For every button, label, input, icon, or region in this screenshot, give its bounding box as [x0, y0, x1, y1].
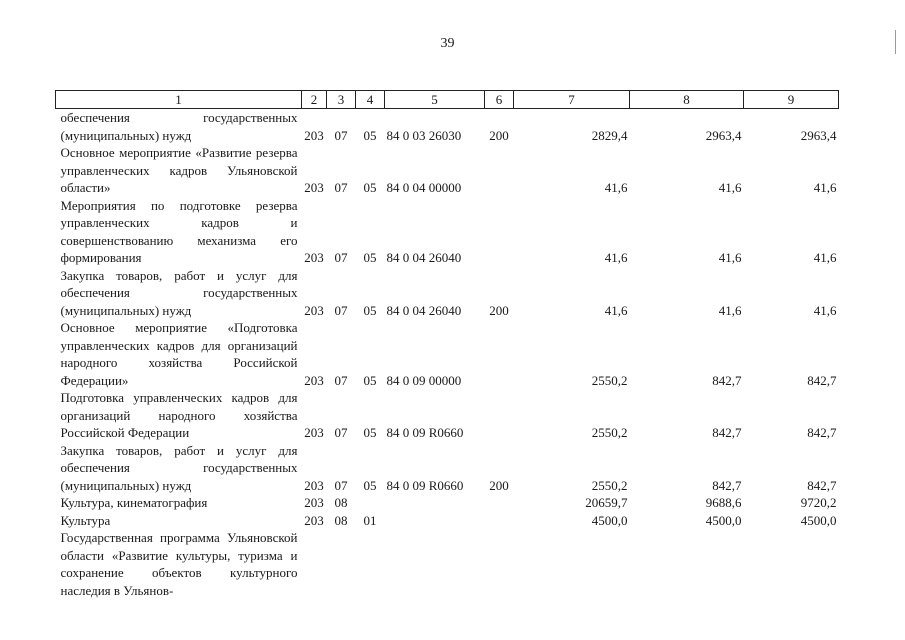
column-header: 7	[514, 91, 630, 109]
row-target-article-cell: 84 0 09 R0660	[386, 425, 464, 440]
row-amount-cell: 9720,2	[800, 495, 837, 510]
row-section-cell	[327, 529, 356, 599]
row-target-article-cell: 84 0 09 00000	[386, 372, 462, 388]
row-expense-type-cell	[485, 529, 514, 599]
table-row	[56, 197, 839, 267]
column-header: 9	[744, 91, 839, 109]
table-row	[56, 319, 839, 389]
column-header: 2	[302, 91, 327, 109]
row-subsection-cell: 05	[363, 425, 377, 440]
row-name-cell: Подготовка управленческих кадров для организаций народного хозяйства Российской Федерации	[60, 390, 298, 440]
row-target-article-cell: 84 0 03 26030	[386, 127, 462, 143]
row-amount-cell: 41,6	[604, 180, 628, 195]
row-code-cell: 203	[304, 250, 324, 265]
table-row	[56, 144, 839, 197]
scan-edge-mark	[895, 30, 896, 54]
row-amount-cell: 2963,4	[800, 127, 837, 143]
row-code-cell	[302, 529, 327, 599]
row-code-cell: 203	[304, 372, 324, 388]
column-header: 8	[630, 91, 744, 109]
row-amount-cell: 842,7	[712, 372, 742, 388]
row-expense-type-cell	[485, 494, 514, 512]
page-number: 39	[440, 36, 455, 51]
row-amount-cell: 41,6	[604, 250, 628, 265]
row-amount-cell: 41,6	[813, 180, 837, 195]
row-expense-type-cell: 200	[489, 127, 509, 143]
row-amount-cell: 41,6	[813, 250, 837, 265]
row-amount-cell: 2963,4	[705, 127, 742, 143]
row-code-cell: 203	[304, 512, 324, 528]
row-name-cell: Культура, кинематография	[60, 495, 208, 510]
row-amount-cell: 842,7	[712, 477, 742, 493]
row-expense-type-cell	[485, 389, 514, 442]
row-amount-cell: 41,6	[718, 250, 742, 265]
row-section-cell: 07	[334, 425, 348, 440]
row-amount-cell: 20659,7	[585, 495, 628, 510]
row-amount-cell: 842,7	[807, 477, 837, 493]
row-name-cell: Культура	[60, 512, 111, 528]
column-header: 3	[327, 91, 356, 109]
row-amount-cell: 41,6	[718, 302, 742, 318]
row-section-cell: 07	[334, 250, 348, 265]
row-code-cell: 203	[304, 477, 324, 493]
row-subsection-cell: 01	[363, 512, 377, 528]
row-amount-cell: 4500,0	[705, 512, 742, 528]
row-amount-cell: 2550,2	[591, 477, 628, 493]
table-row	[56, 529, 839, 599]
row-target-article-cell: 84 0 04 26040	[386, 250, 462, 265]
row-name-cell: Основное мероприятие «Подготовка управленческих кадров для организаций народного хозяйства Российской Федерации»	[60, 320, 298, 388]
row-amount-cell: 2550,2	[591, 372, 628, 388]
row-amount-cell: 842,7	[807, 425, 837, 440]
row-subsection-cell: 05	[363, 302, 377, 318]
row-section-cell: 07	[334, 477, 348, 493]
table-row	[56, 494, 839, 512]
table-header-row	[56, 91, 839, 109]
row-amount-cell: 842,7	[807, 372, 837, 388]
table-row	[56, 442, 839, 495]
row-target-article-cell	[385, 512, 485, 530]
row-target-article-cell: 84 0 04 26040	[386, 302, 462, 318]
table-row	[56, 267, 839, 320]
row-subsection-cell: 05	[363, 180, 377, 195]
row-expense-type-cell	[485, 144, 514, 197]
row-amount-cell: 842,7	[712, 425, 742, 440]
row-expense-type-cell	[485, 512, 514, 530]
row-section-cell: 07	[334, 180, 348, 195]
row-code-cell: 203	[304, 180, 324, 195]
row-section-cell: 08	[334, 495, 348, 510]
row-section-cell: 07	[334, 372, 348, 388]
column-header: 4	[356, 91, 385, 109]
row-target-article-cell: 84 0 09 R0660	[386, 477, 464, 493]
row-name-cell: Мероприятия по подготовке резерва управленческих кадров и совершенствованию механизма его формирования	[60, 197, 298, 265]
row-code-cell: 203	[304, 495, 324, 510]
column-header: 5	[385, 91, 485, 109]
row-amount-cell: 9688,6	[705, 495, 742, 510]
row-amount-cell: 4500,0	[800, 512, 837, 528]
row-amount-cell: 41,6	[718, 180, 742, 195]
table-row	[56, 389, 839, 442]
row-target-article-cell	[385, 529, 485, 599]
row-target-article-cell: 84 0 04 00000	[386, 180, 462, 195]
row-section-cell: 07	[334, 302, 348, 318]
row-subsection-cell: 05	[363, 372, 377, 388]
table-row	[56, 512, 839, 530]
row-subsection-cell: 05	[363, 127, 377, 143]
row-amount-cell: 4500,0	[591, 512, 628, 528]
row-expense-type-cell: 200	[489, 302, 509, 318]
row-code-cell: 203	[304, 425, 324, 440]
row-code-cell: 203	[304, 127, 324, 143]
row-subsection-cell: 05	[363, 477, 377, 493]
column-header: 6	[485, 91, 514, 109]
row-section-cell: 08	[334, 512, 348, 528]
row-expense-type-cell: 200	[489, 477, 509, 493]
row-name-cell: Закупка товаров, работ и услуг для обеспечения государственных (муниципальных) нужд	[60, 442, 298, 493]
row-subsection-cell	[356, 529, 385, 599]
row-name-cell: Закупка товаров, работ и услуг для обеспечения государственных (муниципальных) нужд	[60, 267, 298, 318]
row-subsection-cell	[356, 494, 385, 512]
row-name-cell: обеспечения государственных (муниципальных) нужд	[60, 110, 298, 143]
row-section-cell: 07	[334, 127, 348, 143]
row-amount-cell: 41,6	[813, 302, 837, 318]
row-name-cell: Основное мероприятие «Развитие резерва управленческих кадров Ульяновской области»	[60, 145, 298, 195]
row-amount-cell: 2550,2	[591, 425, 628, 440]
row-code-cell: 203	[304, 302, 324, 318]
row-amount-cell	[630, 529, 744, 599]
budget-table	[55, 90, 839, 599]
row-name-cell: Государственная программа Ульяновской области «Развитие культуры, туризма и сохранение объектов культурного наследия в Ульянов-	[60, 530, 298, 598]
column-header: 1	[56, 91, 302, 109]
row-expense-type-cell	[485, 197, 514, 267]
row-amount-cell	[514, 529, 630, 599]
row-target-article-cell	[385, 494, 485, 512]
row-amount-cell	[744, 529, 839, 599]
row-expense-type-cell	[485, 319, 514, 389]
row-subsection-cell: 05	[363, 250, 377, 265]
row-amount-cell: 2829,4	[591, 127, 628, 143]
table-row	[56, 109, 839, 145]
row-amount-cell: 41,6	[604, 302, 628, 318]
